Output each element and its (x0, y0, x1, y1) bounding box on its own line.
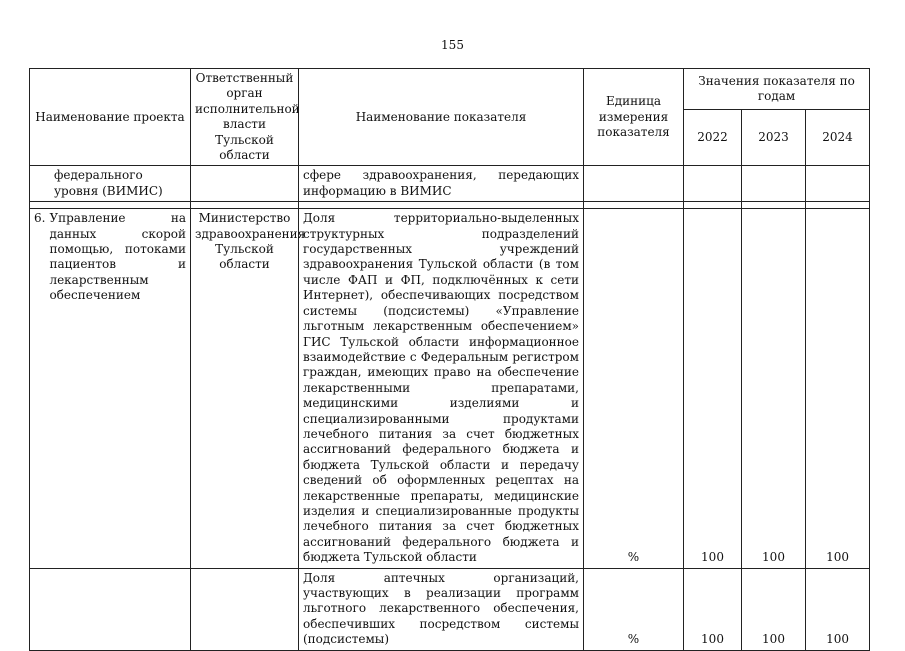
cell-value-2022 (684, 166, 742, 202)
header-row-1 (30, 69, 870, 110)
cell-value-2022: 100 (684, 568, 742, 650)
cell-responsible (191, 166, 299, 202)
cell-indicator: сфере здравоохранения, передающих информацию в ВИМИС (299, 166, 584, 202)
cell-value-2024: 100 (806, 568, 870, 650)
header-values-group: Значения показателя по годам (684, 69, 870, 110)
cell-project (30, 209, 191, 568)
cell-unit: % (584, 209, 684, 568)
header-unit: Единица измерения показателя (584, 69, 684, 166)
cell-value-2022: 100 (684, 209, 742, 568)
table-row (30, 166, 870, 202)
cell-indicator: Доля аптечных организаций, участвующих в реализации программ льготного лекарственного обеспечения, обеспечивших посредством системы (подсистемы) (299, 568, 584, 650)
header-year-2022: 2022 (684, 110, 742, 166)
cell-indicator: Доля территориально-выделенных структурных подразделений государственных учреждений здравоохранения Тульской области (в том числе ФАП и ФП, подключённых к сети Интернет), обеспечивающих посредством системы (подсистемы) «Управление льготным лекарственным обеспечением» ГИС Тульской области информационное взаимодействие с Федеральным регистром граждан, имеющих право на обеспечение лекарственными препаратами, медицинскими изделиями и специализированными продуктами лечебного питания за счет бюджетных ассигнований федерального бюджета и бюджета Тульской области и передачу сведений об оформленных рецептах на лекарственные препараты, медицинские изделия и специализированные продукты лечебного питания за счет бюджетных ассигнований федерального бюджета и бюджета Тульской области (299, 209, 584, 568)
cell-unit: % (584, 568, 684, 650)
cell-value-2024: 100 (806, 209, 870, 568)
header-year-2023: 2023 (742, 110, 806, 166)
table-row (30, 568, 870, 650)
cell-value-2023: 100 (742, 568, 806, 650)
row-number: 6. (34, 211, 46, 226)
project-name: Управление на данных скорой помощью, потоками пациентов и лекарственным обеспечением (49, 211, 186, 303)
header-indicator-name: Наименование показателя (299, 69, 584, 166)
header-year-2024: 2024 (806, 110, 870, 166)
header-project-name: Наименование проекта (30, 69, 191, 166)
cell-responsible (191, 568, 299, 650)
cell-responsible: Министерство здравоохранения Тульской области (191, 209, 299, 568)
page-number: 155 (441, 38, 464, 52)
cell-value-2023 (742, 166, 806, 202)
cell-value-2023: 100 (742, 209, 806, 568)
table-row (30, 209, 870, 568)
cell-project (30, 568, 191, 650)
indicators-table (29, 68, 870, 651)
cell-project: федерального уровня (ВИМИС) (30, 166, 191, 202)
cell-unit (584, 166, 684, 202)
cell-value-2024 (806, 166, 870, 202)
header-responsible: Ответственный орган исполнительной власти Тульской области (191, 69, 299, 166)
row-separator (30, 202, 870, 209)
